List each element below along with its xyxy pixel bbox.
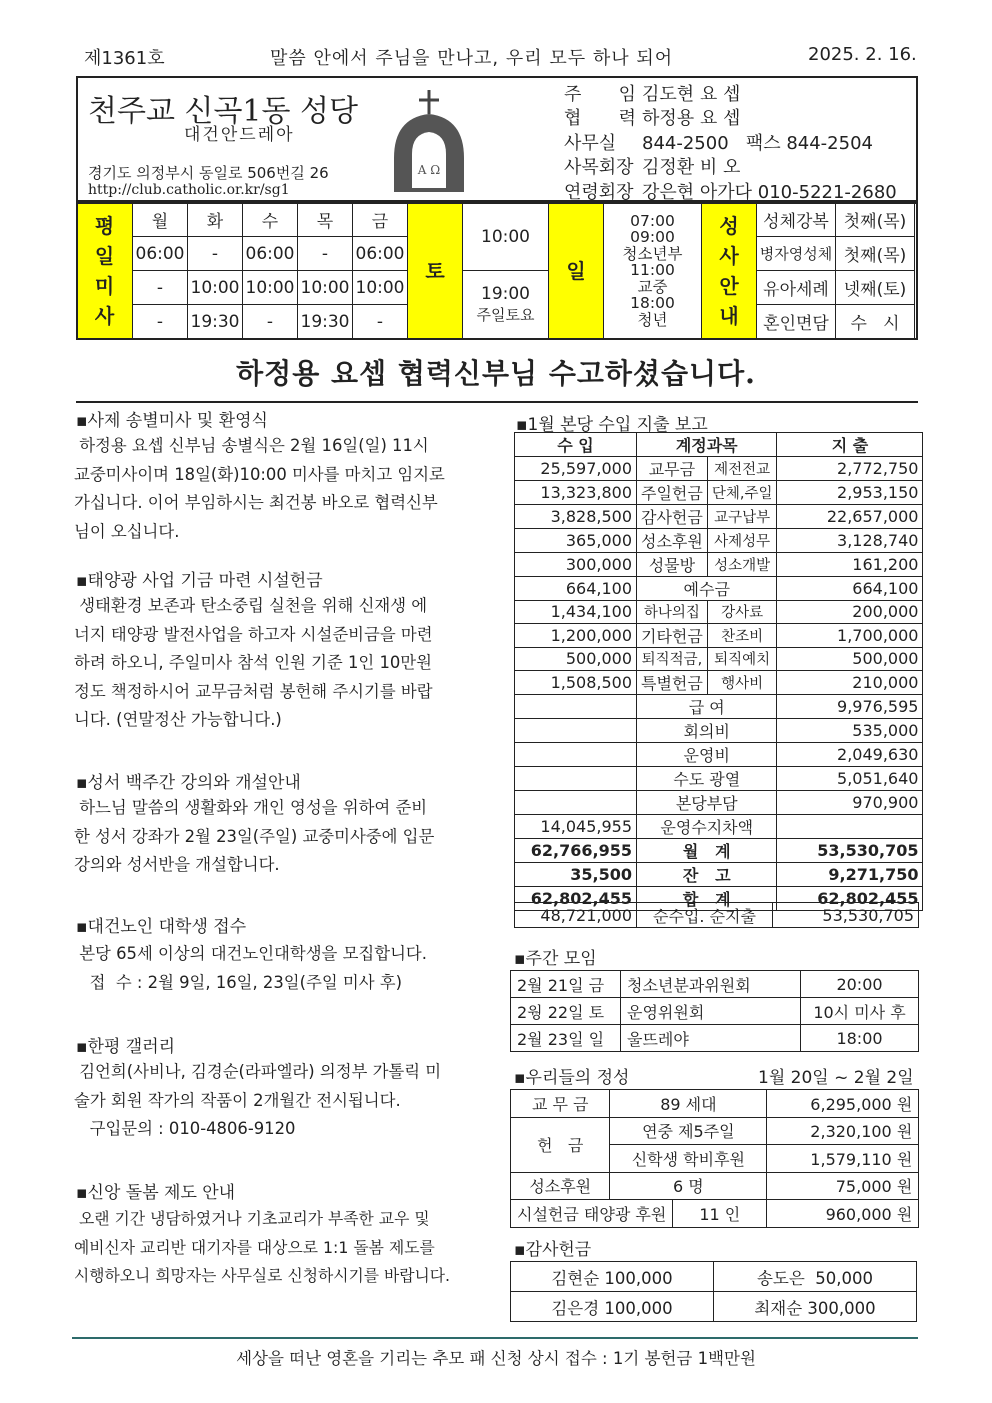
table-row: 수도 광열 5,051,640 (515, 766, 923, 790)
income-header: 수 입 (515, 433, 637, 457)
account-header: 계정과목 (637, 433, 777, 457)
staff-council: 사목회장 김정환 비 오 (564, 157, 741, 178)
issue-number: 제1361호 (84, 48, 165, 69)
mass-cell: - (133, 271, 188, 305)
table-row: 성소후원 6 명 75,000 원 (511, 1172, 919, 1200)
church-name: 천주교 신곡1동 성당 (88, 94, 358, 129)
table-row: 2웡 22일 토 운영위원회 10시 미사 후 (511, 998, 919, 1025)
notice-body: 본당 65세 이상의 대건노인대학생을 모집합니다. 접 수 : 2월 9일, 16일, 23일(주일 미사 후) (79, 944, 427, 992)
saturday-mass-2: 19:00 주일토요 (463, 271, 549, 339)
day-thu: 목 (298, 203, 353, 237)
staff-funeral: 연령회장 강은현 아가다 010-5221-2680 (564, 182, 897, 203)
church-url[interactable]: http://club.catholic.or.kr/sg1 (88, 182, 290, 198)
weekday-mass-label: 평일미사 (77, 203, 133, 339)
day-fri: 금 (353, 203, 408, 237)
church-header (76, 76, 918, 202)
table-row: 교 무 금 89 세대 6,295,000 원 (511, 1090, 919, 1118)
table-row: 25,597,000 교무금 제전전교 2,772,750 (515, 457, 923, 481)
table-row: 62,766,955 월 계 53,530,705 (515, 838, 923, 862)
offering-title: ▪우리들의 정성 (514, 1068, 630, 1088)
table-row: 운영비 2,049,630 (515, 742, 923, 766)
notice-body: 하느님 말씀의 생활화와 개인 영성을 위하여 준비 한 성서 강좌가 2월 23일(주일) 교중미사중에 입문 강의와 성서반을 개설합니다. (74, 798, 435, 874)
table-row: 664,100 예수금 664,100 (515, 577, 923, 601)
net-income-table (514, 902, 919, 928)
table-row: 35,500 잔 고 9,271,750 (515, 862, 923, 886)
table-row: 본당부담 970,900 (515, 790, 923, 814)
church-patron: 대건안드레아 (184, 125, 295, 145)
notice-title: ▪신앙 돌봄 제도 안내 (76, 1183, 236, 1203)
expense-header: 지 출 (777, 433, 923, 457)
mass-cell: 10:00 (188, 271, 243, 305)
saturday-label: 토 (408, 203, 463, 339)
finance-table (514, 432, 923, 911)
sacr-when: 수 시 (836, 305, 915, 339)
table-row: 62,802,455 합 계 62,802,455 (515, 886, 923, 910)
table-row: 회의비 535,000 (515, 718, 923, 742)
table-row: 급 여 9,976,595 (515, 694, 923, 718)
table-row: 김현순 100,000 송도은 50,000 (511, 1262, 917, 1292)
staff-assistant: 협 력 하정용 요 셉 (564, 108, 741, 129)
sacr-name: 유아세례 (757, 271, 836, 305)
sacr-name: 병자영성체 (757, 237, 836, 271)
weekly-title: ▪주간 모임 (514, 949, 597, 969)
day-wed: 수 (243, 203, 298, 237)
offering-table (510, 1089, 919, 1228)
weekly-table (510, 970, 919, 1052)
day-tue: 화 (188, 203, 243, 237)
saturday-mass-1: 10:00 (463, 203, 549, 271)
sunday-mass-times: 07:00 09:00 청소년부 11:00 교중 18:00 청년 (604, 203, 702, 339)
notice-body: 하정용 요셉 신부님 송별식은 2월 16일(일) 11시 교중미사이며 18일(화)10:00 미사를 마치고 임지로 가십니다. 이어 부임하시는 최건봉 바오로 협력신부 님이 오십니다. (74, 436, 445, 541)
mass-cell: 06:00 (353, 237, 408, 271)
table-row: 13,323,800 주일헌금 단체,주일 2,953,150 (515, 481, 923, 505)
notice-body: 오랜 기간 냉담하였거나 기초교리가 부족한 교우 및 예비신자 교리반 대기자를 대상으로 1:1 돌봄 제도를 시행하오니 희망자는 사무실로 신청하시기를 바랍니다. (74, 1209, 451, 1285)
table-row: 3,828,500 감사헌금 교구납부 22,657,000 (515, 505, 923, 529)
sacr-when: 첫째(목) (836, 237, 915, 271)
table-row: 김은경 100,000 최재순 300,000 (511, 1292, 917, 1322)
offering-period: 1월 20일 ~ 2월 2일 (758, 1068, 914, 1088)
mass-cell: - (188, 237, 243, 271)
table-row: 365,000 성소후원 사제성무 3,128,740 (515, 529, 923, 553)
headline: 하정용 요셉 협력신부님 수고하셨습니다. (236, 357, 756, 390)
sacrament-guide-label: 성사안내 (702, 203, 757, 339)
mass-cell: 19:30 (298, 305, 353, 339)
issue-date: 2025. 2. 16. (808, 44, 917, 65)
table-row: 헌 금 연중 제5주일 2,320,100 원 (511, 1117, 919, 1145)
mass-cell: 10:00 (353, 271, 408, 305)
table-row: 신학생 학비후원 1,579,110 원 (511, 1145, 919, 1173)
notice-title: ▪대건노인 대학생 접수 (76, 917, 247, 937)
motto: 말씀 안에서 주님을 만나고, 우리 모두 하나 되어 (270, 48, 674, 69)
sacr-name: 성체강복 (757, 203, 836, 237)
mass-cell: 06:00 (133, 237, 188, 271)
footer-notice: 세상을 떠난 영혼을 기리는 추모 패 신청 상시 접수 : 1기 봉헌금 1백만원 (236, 1349, 756, 1368)
table-row: 1,200,000 기타헌금 찬조비 1,700,000 (515, 623, 923, 647)
notice-title: ▪한평 갤러리 (76, 1037, 176, 1057)
sacr-name: 혼인면담 (757, 305, 836, 339)
mass-cell: 19:30 (188, 305, 243, 339)
mass-cell: 10:00 (243, 271, 298, 305)
thanks-title: ▪감사헌금 (514, 1240, 592, 1260)
staff-pastor: 주 임 김도현 요 셉 (564, 84, 741, 105)
mass-cell: - (298, 237, 353, 271)
church-logo-icon (388, 88, 470, 194)
mass-cell: - (243, 305, 298, 339)
notice-body: 생태환경 보존과 탄소중립 실천을 위해 신재생 에 너지 태양광 발전사업을 하고자 시설준비금을 마련 하려 하오니, 주일미사 참석 인원 기준 1인 10만원 정도 책정하시어 교무금처럼 봉헌해 주시기를 바랍 니다. (연말정산 가능합니다.) (74, 596, 433, 729)
footer-divider (72, 1337, 918, 1339)
table-row: 시설헌금 태양광 후원 11 인 960,000 원 (511, 1200, 919, 1228)
sunday-label: 일 (549, 203, 604, 339)
staff-office: 사무실 844-2500 팩스 844-2504 (564, 133, 873, 154)
table-row: 300,000 성물방 성소개발 161,200 (515, 553, 923, 577)
sacr-when: 넷째(토) (836, 271, 915, 305)
table-row: 2월 23일 일 울뜨레야 18:00 (511, 1025, 919, 1052)
table-row: 1,434,100 하나의집 강사료 200,000 (515, 601, 923, 624)
notice-title: ▪태양광 사업 기금 마련 시설헌금 (76, 571, 323, 591)
mass-schedule-table (76, 202, 915, 339)
church-address: 경기도 의정부시 동일로 506번길 26 (88, 164, 329, 182)
thanks-table (510, 1261, 917, 1322)
mass-cell: 06:00 (243, 237, 298, 271)
notice-title: ▪사제 송별미사 및 환영식 (76, 411, 268, 431)
notice-body: 김언희(사비나, 김경순(라파엘라) 의정부 가톨릭 미 술가 회원 작가의 작품이 2개월간 전시됩니다. 구입문의 : 010-4806-9120 (74, 1062, 442, 1138)
finance-title: ▪1월 본당 수입 지출 보고 (516, 415, 708, 435)
logo-letters: A Ω (417, 163, 441, 177)
day-mon: 월 (133, 203, 188, 237)
table-row: 14,045,955 운영수지차액 (515, 814, 923, 838)
notice-title: ▪성서 백주간 강의와 개설안내 (76, 773, 301, 793)
headline-divider (76, 401, 918, 403)
table-row: 1,508,500 특별헌금 행사비 210,000 (515, 670, 923, 694)
table-row: 48,721,000 순수입. 순지출 53,530,705 (515, 903, 919, 928)
mass-cell: 10:00 (298, 271, 353, 305)
mass-cell: - (353, 305, 408, 339)
sacr-when: 첫째(목) (836, 203, 915, 237)
table-row: 500,000 퇴직적금, 퇴직예치 500,000 (515, 647, 923, 670)
mass-cell: - (133, 305, 188, 339)
table-row: 2월 21일 금 청소년분과위원회 20:00 (511, 971, 919, 998)
